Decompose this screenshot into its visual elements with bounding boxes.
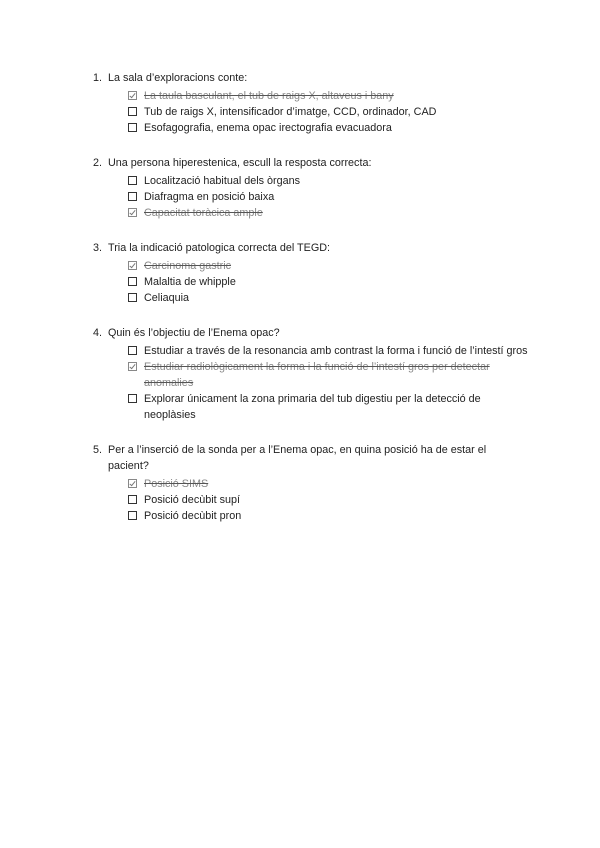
option-item <box>128 290 528 306</box>
option-item <box>128 205 528 221</box>
checkbox[interactable] <box>128 277 137 286</box>
question-number: 4. <box>92 327 102 339</box>
option-item <box>128 492 528 508</box>
option-item <box>128 189 528 205</box>
question-number: 3. <box>92 242 102 254</box>
option-label: Tub de raigs X, intensificador d’imatge, CCD, ordinador, CAD <box>144 106 437 118</box>
option-list <box>128 476 528 524</box>
option-label: Posició decùbit pron <box>144 510 242 522</box>
checkbox[interactable] <box>128 123 137 132</box>
option-item <box>128 359 528 391</box>
option-label: Estudiar radiològicament la forma i la funció de l’intestí gros per detectar anomalies <box>144 361 490 389</box>
checked-checkbox[interactable] <box>128 362 137 371</box>
option-label: Explorar únicament la zona primaria del tub digestiu per la detecció de neoplàsies <box>144 393 481 421</box>
option-label: Posició SIMS <box>144 478 209 490</box>
option-list <box>128 258 528 306</box>
option-label: Posició decùbit supí <box>144 494 241 506</box>
checkbox[interactable] <box>128 107 137 116</box>
checkbox[interactable] <box>128 394 137 403</box>
checkbox[interactable] <box>128 346 137 355</box>
question-number: 1. <box>92 72 102 84</box>
checkbox[interactable] <box>128 495 137 504</box>
question-2 <box>88 155 528 221</box>
question-text: La sala d’exploracions conte: <box>108 72 248 84</box>
option-item <box>128 508 528 524</box>
question-text: Quin és l’objectiu de l’Enema opac? <box>108 327 280 339</box>
checked-checkbox[interactable] <box>128 208 137 217</box>
option-item <box>128 258 528 274</box>
option-item <box>128 274 528 290</box>
option-label: Carcinoma gastric <box>144 260 232 272</box>
question-text: Tria la indicació patologica correcta del TEGD: <box>108 242 331 254</box>
option-label: Esofagografia, enema opac irectografia evacuadora <box>144 122 392 134</box>
question-text: Una persona hiperestenica, escull la resposta correcta: <box>108 157 372 169</box>
option-label: Malaltia de whipple <box>144 276 236 288</box>
option-item <box>128 476 528 492</box>
checkbox[interactable] <box>128 511 137 520</box>
question-list <box>88 70 528 543</box>
option-item <box>128 88 528 104</box>
option-label: Capacitat toràcica ample <box>144 207 263 219</box>
question-5 <box>88 442 528 524</box>
question-1 <box>88 70 528 136</box>
option-label: Estudiar a través de la resonancia amb contrast la forma i funció de l’intestí gros <box>144 345 528 357</box>
option-item <box>128 343 528 359</box>
option-label: Celiaquia <box>144 292 190 304</box>
checkbox[interactable] <box>128 176 137 185</box>
checked-checkbox[interactable] <box>128 91 137 100</box>
option-label: Diafragma en posició baixa <box>144 191 275 203</box>
question-text: Per a l’inserció de la sonda per a l’Enema opac, en quina posició ha de estar el pacient? <box>108 444 487 472</box>
option-item <box>128 391 528 423</box>
question-3 <box>88 240 528 306</box>
checked-checkbox[interactable] <box>128 479 137 488</box>
option-label: La taula basculant, el tub de raigs X, altaveus i bany <box>144 90 394 102</box>
option-list <box>128 173 528 221</box>
option-list <box>128 343 528 423</box>
option-list <box>128 88 528 136</box>
checkbox[interactable] <box>128 192 137 201</box>
option-item <box>128 173 528 189</box>
option-label: Localització habitual dels òrgans <box>144 175 301 187</box>
question-number: 5. <box>92 444 102 456</box>
question-number: 2. <box>92 157 102 169</box>
option-item <box>128 120 528 136</box>
checkbox[interactable] <box>128 293 137 302</box>
option-item <box>128 104 528 120</box>
checked-checkbox[interactable] <box>128 261 137 270</box>
question-4 <box>88 325 528 423</box>
